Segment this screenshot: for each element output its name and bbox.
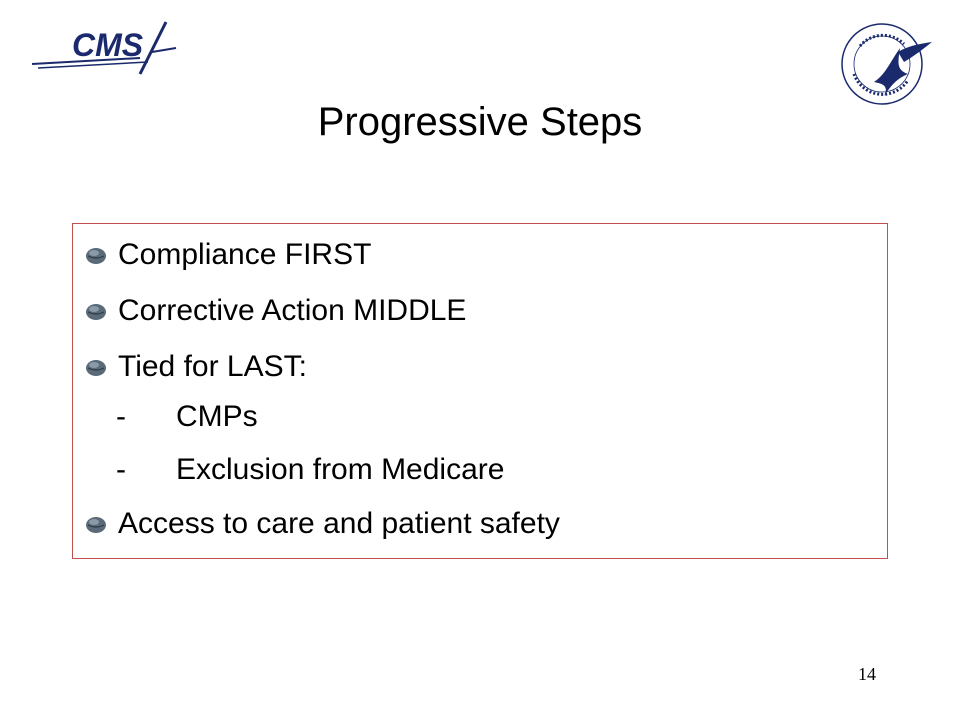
bullet-text: Access to care and patient safety (118, 507, 560, 540)
bullet-text: Tied for LAST: (118, 350, 307, 383)
globe-bullet-icon (84, 243, 108, 267)
page-number: 14 (858, 664, 876, 684)
cms-logo-text: CMS (72, 27, 144, 63)
sub-item-dash: - (116, 400, 126, 433)
globe-bullet-icon (84, 299, 108, 323)
bullet-item (84, 291, 466, 331)
sub-item (116, 450, 504, 490)
bullet-item (84, 235, 371, 275)
bullet-item (84, 347, 307, 387)
bullet-item (84, 504, 560, 544)
slide-title: Progressive Steps (317, 100, 643, 144)
cms-logo (28, 18, 178, 76)
bullet-text: Corrective Action MIDDLE (118, 294, 467, 327)
hhs-seal-icon (838, 18, 936, 108)
bullet-text: Compliance FIRST (118, 238, 372, 271)
sub-item-text: CMPs (176, 400, 258, 433)
globe-bullet-icon (84, 355, 108, 379)
sub-item-text: Exclusion from Medicare (176, 453, 505, 486)
globe-bullet-icon (84, 512, 108, 536)
sub-item-dash: - (116, 453, 126, 486)
sub-item (116, 397, 258, 437)
